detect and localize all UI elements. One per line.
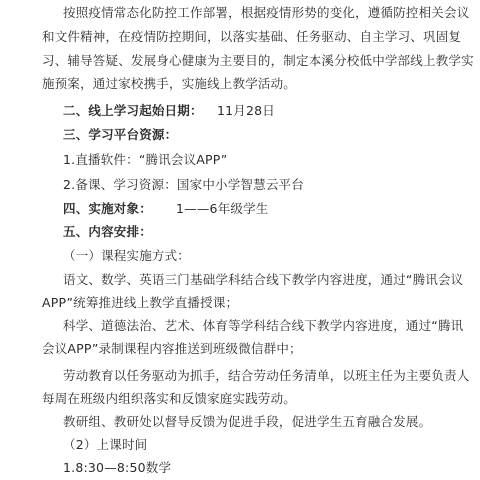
heading-platform-resources: 三、学习平台资源： [63,127,178,142]
subheading-course-method: （一）课程实施方式： [63,248,191,263]
paragraph-other-subjects-line-2: 会议APP”录制课程内容推送到班级微信群中； [42,341,302,356]
heading-target-students: 四、实施对象： [63,201,152,216]
paragraph-teaching-research: 教研组、教研处以督导反馈为促进手段，促进学生五育融合发展。 [63,414,432,429]
heading-start-date: 二、线上学习起始日期： [63,103,203,118]
resource-item-learning-resources: 2.备课、学习资源：国家中小学智慧云平台 [63,177,304,192]
subheading-class-time: （2）上课时间 [63,437,148,452]
schedule-item-1: 1.8:30—8:50数学 [63,460,172,475]
heading-content-arrangement: 五、内容安排： [63,224,152,239]
resource-item-live-software: 1.直播软件：“腾讯会议APP” [63,152,228,167]
paragraph-intro-line-2: 和文件精神，在疫情防控期间，以落实基础、任务驱动、自主学习、巩固复 [42,29,462,44]
paragraph-other-subjects-line-1: 科学、道德法治、艺术、体育等学科结合线下教学内容进度，通过“腾讯 [63,318,464,333]
paragraph-intro-line-4: 施预案，通过家校携手，实施线上教学活动。 [42,76,297,91]
paragraph-core-subjects-line-2: APP”统筹推进线上教学直播授课； [42,295,239,310]
paragraph-core-subjects-line-1: 语文、数学、英语三门基础学科结合线下教学内容进度，通过“腾讯会议 [63,272,464,287]
target-students-value: 1——6年级学生 [176,201,269,216]
paragraph-intro-line-1: 按照疫情常态化防控工作部署，根据疫情形势的变化，遵循防控相关会议 [63,5,470,20]
start-date-value: 11月28日 [217,103,276,118]
paragraph-labor-education-line-1: 劳动教育以任务驱动为抓手，结合劳动任务清单，以班主任为主要负责人 [63,368,470,383]
paragraph-labor-education-line-2: 每周在班级内组织落实和反馈家庭实践劳动。 [42,391,297,406]
paragraph-intro-line-3: 习、辅导答疑、发展身心健康为主要目的，制定本溪分校低中学部线上教学实 [42,53,474,68]
